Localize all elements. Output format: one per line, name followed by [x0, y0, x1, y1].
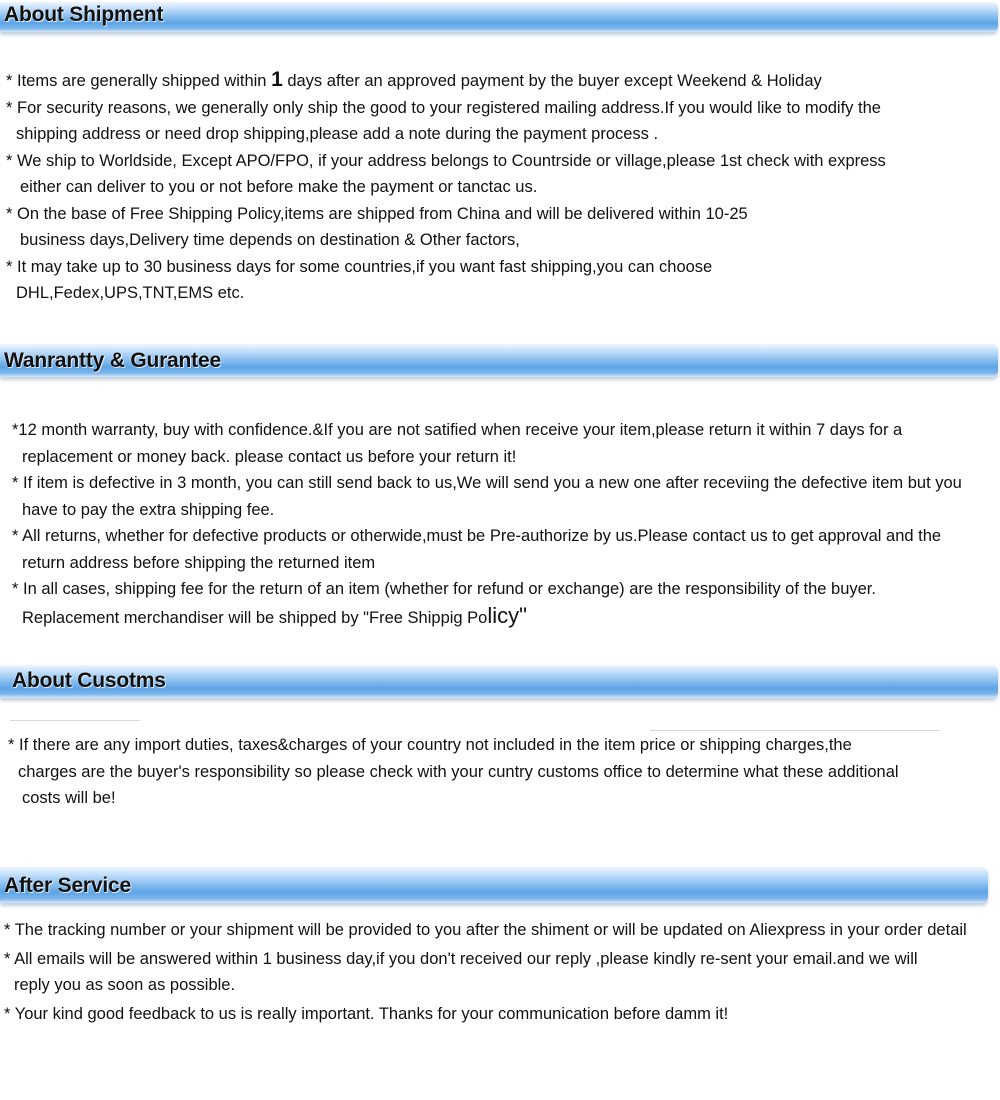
warranty-line-2a: * If item is defective in 3 month, you can still send back to us,We will send you a new one after receviing the defective item but you [12, 474, 962, 492]
warranty-line-3a: * All returns, whether for defective products or otherwide,must be Pre-authorize by us.Please contact us to get approval and the [12, 527, 942, 545]
shipment-line-1 [6, 67, 996, 95]
customs-line-1a: * If there are any import duties, taxes&charges of your country not included in the item price or shipping charges,the [8, 736, 852, 754]
shipment-line-4a: * On the base of Free Shipping Policy,items are shipped from China and will be delivered within 10-25 [6, 204, 748, 223]
shipment-text [6, 67, 996, 307]
warranty-line-4b-tail: licy" [487, 602, 527, 628]
shipment-days-number: 1 [271, 68, 283, 91]
warranty-line-4b-main: Replacement merchandiser will be shipped by "Free Shippig Po [22, 608, 488, 627]
warranty-line-3b: return address before shipping the returned item [22, 553, 376, 572]
customs-line-1b: charges are the buyer's responsibility so please check with your cuntry customs office to determine what these additional [18, 762, 899, 781]
shipment-line-4b: business days,Delivery time depends on destination & Other factors, [20, 231, 520, 249]
section-title-after-service: After Service [4, 874, 131, 897]
shipment-line-2a: * For security reasons, we generally only ship the good to your registered mailing address.If you would like to modify the [6, 98, 881, 117]
shipment-line-1b: days after an approved payment by the buyer except Weekend & Holiday [282, 72, 822, 90]
after-line-3: * Your kind good feedback to us is really important. Thanks for your communication before damm it! [4, 1004, 729, 1023]
after-line-1: * The tracking number or your shipment will be provided to you after the shiment or will be updated on Aliexpress in your order detail [4, 921, 967, 939]
shipment-line-3b: either can deliver to you or not before make the payment or tanctac us. [20, 178, 538, 196]
after-service-text [4, 917, 998, 1027]
warranty-text [12, 417, 997, 631]
customs-line-1c: costs will be! [22, 789, 116, 807]
section-header-warranty [0, 344, 998, 377]
divider-faint-right [650, 730, 940, 731]
after-line-2a: * All emails will be answered within 1 business day,if you don't received our reply ,please kindly re-sent your email.and we will [4, 949, 918, 968]
warranty-line-1a: *12 month warranty, buy with confidence.&If you are not satified when receive your item,please return it within 7 days for a [12, 421, 903, 439]
divider-faint-left [10, 720, 140, 721]
section-title-warranty: Wanrantty & Gurantee [4, 349, 221, 372]
shipment-line-3a: * We ship to Worldside, Except APO/FPO, if your address belongs to Countrside or village,please 1st check with express [6, 151, 886, 170]
shipment-line-5b: DHL,Fedex,UPS,TNT,EMS etc. [16, 284, 245, 302]
shipment-line-1a: * Items are generally shipped within [6, 72, 272, 90]
section-header-shipment [0, 2, 998, 32]
section-header-after-service [0, 867, 988, 903]
customs-text [8, 732, 993, 812]
warranty-line-2b: have to pay the extra shipping fee. [22, 500, 275, 519]
section-title-customs: About Cusotms [12, 669, 166, 692]
shipment-line-5a: * It may take up to 30 business days for some countries,if you want fast shipping,you can choose [6, 257, 713, 276]
warranty-line-1b: replacement or money back. please contact us before your return it! [22, 447, 517, 466]
shipment-line-2b: shipping address or need drop shipping,please add a note during the payment process . [16, 125, 659, 143]
section-header-customs [0, 665, 998, 698]
warranty-line-4b [12, 603, 997, 632]
section-title-shipment: About Shipment [4, 3, 164, 26]
after-line-2b: reply you as soon as possible. [14, 976, 236, 994]
warranty-line-4a: * In all cases, shipping fee for the return of an item (whether for refund or exchange) are the responsibility of the buyer. [12, 580, 876, 598]
